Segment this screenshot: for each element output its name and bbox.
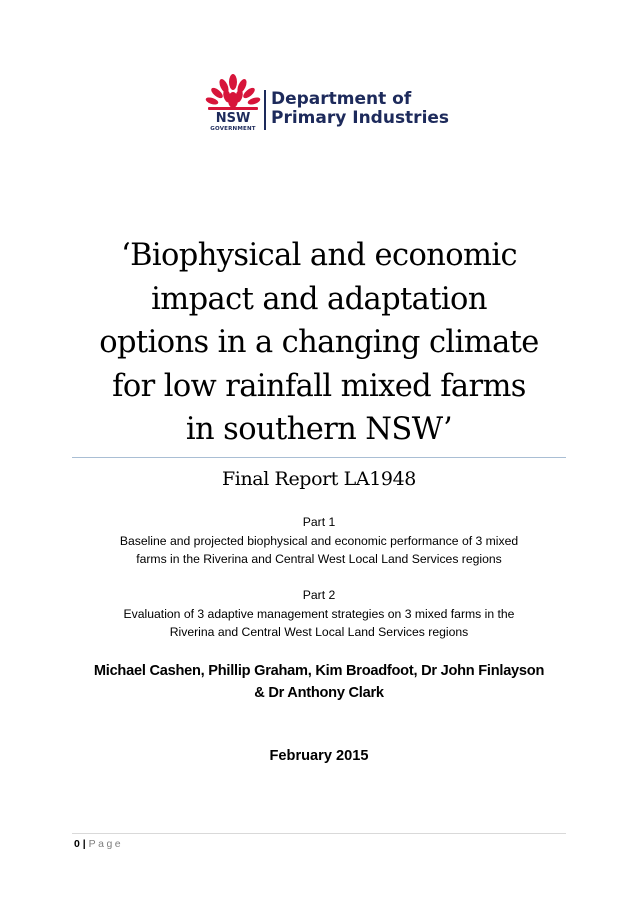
report-subtitle: Final Report LA1948 — [222, 468, 416, 490]
title-line-1: ‘Biophysical and economic — [120, 238, 518, 273]
page-number: 0 — [74, 838, 80, 850]
logo-government: GOVERNMENT — [210, 126, 256, 132]
part-2-heading: Part 2 — [302, 588, 336, 602]
part-2-line-2: Riverina and Central West Local Land Services regions — [169, 625, 469, 639]
logo-nsw: NSW — [215, 111, 251, 126]
logo-line-2: Primary Industries — [271, 108, 450, 128]
title-line-3: options in a changing climate — [99, 325, 539, 360]
logo-divider — [264, 90, 266, 130]
report-title — [60, 234, 578, 452]
title-line-5: in southern NSW’ — [185, 412, 453, 447]
page-footer — [74, 838, 123, 850]
footer-divider — [72, 833, 566, 834]
part-1-line-1: Baseline and projected biophysical and economic performance of 3 mixed — [119, 533, 519, 548]
part-1-section — [64, 513, 574, 569]
title-line-4: for low rainfall mixed farms — [112, 368, 526, 404]
logo-text — [271, 90, 449, 128]
authors-line-1: Michael Cashen, Phillip Graham, Kim Broadfoot, Dr John Finlayson — [93, 663, 545, 679]
title-divider — [72, 457, 566, 458]
authors — [60, 660, 578, 704]
part-1-heading: Part 1 — [302, 515, 336, 529]
authors-line-2: & Dr Anthony Clark — [254, 685, 384, 701]
waratah-icon — [205, 74, 261, 114]
logo-line-1: Department of — [271, 89, 412, 109]
part-2-section — [64, 586, 574, 642]
part-1-line-2: farms in the Riverina and Central West Local Land Services regions — [136, 552, 502, 566]
nsw-dpi-logo — [205, 74, 450, 140]
part-2-line-1: Evaluation of 3 adaptive management strategies on 3 mixed farms in the — [123, 606, 515, 621]
page-label: Page — [88, 838, 124, 850]
footer-separator: | — [79, 838, 89, 850]
title-line-2: impact and adaptation — [151, 281, 487, 317]
report-date: February 2015 — [269, 748, 369, 764]
